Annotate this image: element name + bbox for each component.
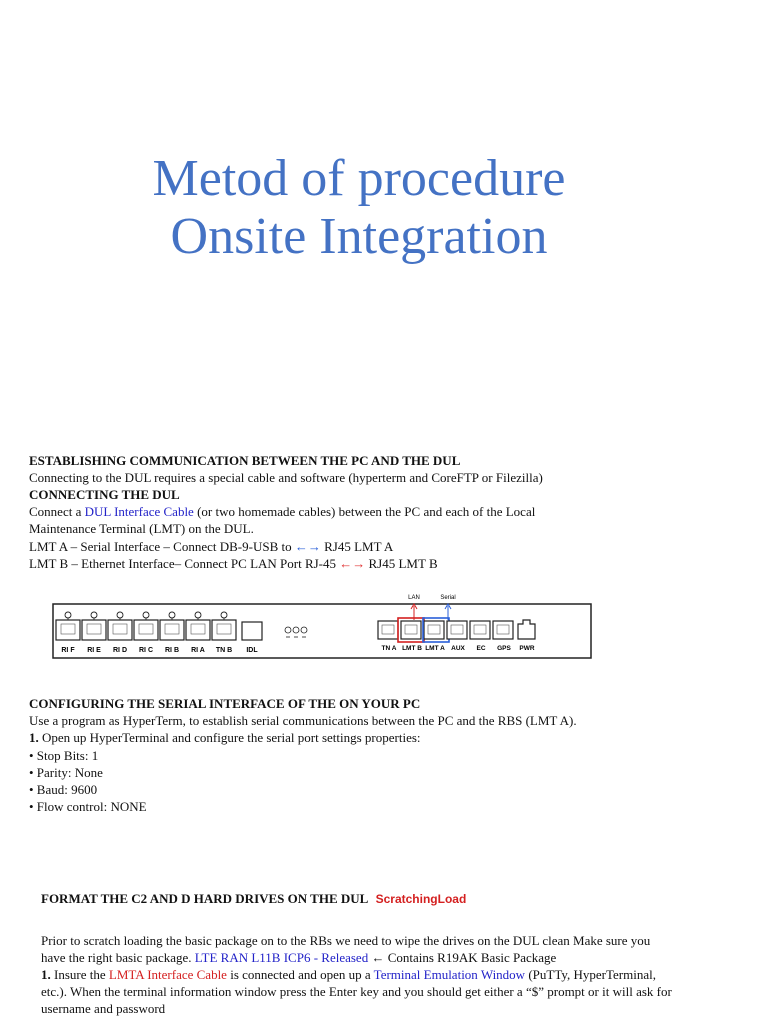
port-label: TN A <box>381 645 397 652</box>
connect-line <box>29 503 535 520</box>
bidirectional-arrow-icon: ←→ <box>294 539 321 554</box>
terminal-emulation-window-link[interactable]: Terminal Emulation Window <box>373 967 526 982</box>
lan-label: LAN <box>408 595 420 601</box>
section2-heading: CONFIGURING THE SERIAL INTERFACE OF THE ON YOUR PC <box>29 696 421 711</box>
section1-line1: Connecting to the DUL requires a special cable and software (hyperterm and CoreFTP or Filezilla) <box>29 470 543 485</box>
port-label: LMT A <box>425 645 445 652</box>
lmta-interface-cable-link[interactable]: LMTA Interface Cable <box>108 967 227 982</box>
section1-heading: ESTABLISHING COMMUNICATION BETWEEN THE PC AND THE DUL <box>29 453 461 468</box>
port-tn-a <box>378 621 398 652</box>
step1-line3: username and password <box>41 1001 166 1016</box>
connect-line-2: Maintenance Terminal (LMT) on the DUL. <box>29 521 254 536</box>
step-number: 1. <box>29 730 39 745</box>
port-label: LMT B <box>402 645 422 652</box>
bullet-parity: • Parity: None <box>29 765 103 780</box>
port-label: RI B <box>165 647 179 654</box>
port-label: TN B <box>215 647 233 654</box>
port-label: IDL <box>246 647 258 654</box>
step-prefix: Insure the <box>50 967 109 982</box>
para1-line2 <box>41 949 556 966</box>
bullet-baud: • Baud: 9600 <box>29 782 98 797</box>
para1-line1: Prior to scratch loading the basic package on to the RBs we need to wipe the drives on the DUL clean Make sure you <box>41 933 651 948</box>
para1-suffix: ← Contains R19AK Basic Package <box>368 950 557 965</box>
section1-subheading: CONNECTING THE DUL <box>29 487 180 502</box>
step1-line2: etc.). When the terminal information window press the Enter key and you should get either a “$” prompt or it will ask for <box>41 984 672 999</box>
port-lmt-b <box>398 618 424 652</box>
lmta-line <box>29 538 393 555</box>
port-label: PWR <box>519 645 535 652</box>
lmta-prefix: LMT A – Serial Interface – Connect DB-9-USB to <box>29 539 295 554</box>
section3-heading-line <box>41 890 466 908</box>
lmta-suffix: RJ45 LMT A <box>320 539 394 554</box>
serial-label: Serial <box>440 595 456 601</box>
port-label: RI D <box>113 647 127 654</box>
dul-interface-cable-link[interactable]: DUL Interface Cable <box>84 504 194 519</box>
port-label: GPS <box>497 645 511 652</box>
step1-line1 <box>41 966 656 983</box>
dul-panel-diagram <box>52 590 592 662</box>
title-line-2: Onsite Integration <box>170 208 548 265</box>
lmtb-prefix: LMT B – Ethernet Interface– Connect PC LAN Port RJ-45 <box>29 556 340 571</box>
page-title <box>0 150 718 266</box>
section2-line1: Use a program as HyperTerm, to establish serial communications between the PC and the RBS (LMT A). <box>29 713 577 728</box>
port-label: AUX <box>451 645 465 652</box>
port-pwr <box>518 620 535 652</box>
port-label: RI A <box>191 647 205 654</box>
connect-prefix: Connect a <box>29 504 85 519</box>
title-line-1: Metod of procedure <box>152 150 566 207</box>
connect-suffix: (or two homemade cables) between the PC and each of the Local <box>193 504 536 519</box>
scratching-load-tag[interactable]: ScratchingLoad <box>375 892 467 906</box>
section3-heading: FORMAT THE C2 AND D HARD DRIVES ON THE DUL <box>41 891 369 906</box>
bullet-stop-bits: • Stop Bits: 1 <box>29 748 99 763</box>
bidirectional-arrow-icon: ←→ <box>339 556 366 571</box>
para1-prefix: have the right basic package. <box>41 950 195 965</box>
port-label: RI E <box>87 647 101 654</box>
lmtb-line <box>29 555 438 572</box>
port-label: EC <box>476 645 486 652</box>
port-label: RI C <box>139 647 153 654</box>
section2-step <box>29 729 421 746</box>
step-suffix: (PuTTy, HyperTerminal, <box>525 967 656 982</box>
step-mid: is connected and open up a <box>226 967 374 982</box>
step-text: Open up HyperTerminal and configure the serial port settings properties: <box>38 730 421 745</box>
bullet-flow-control: • Flow control: NONE <box>29 799 147 814</box>
step-number: 1. <box>41 967 51 982</box>
port-label: RI F <box>61 647 75 654</box>
lmtb-suffix: RJ45 LMT B <box>365 556 438 571</box>
lte-ran-link[interactable]: LTE RAN L11B ICP6 - Released <box>194 950 369 965</box>
